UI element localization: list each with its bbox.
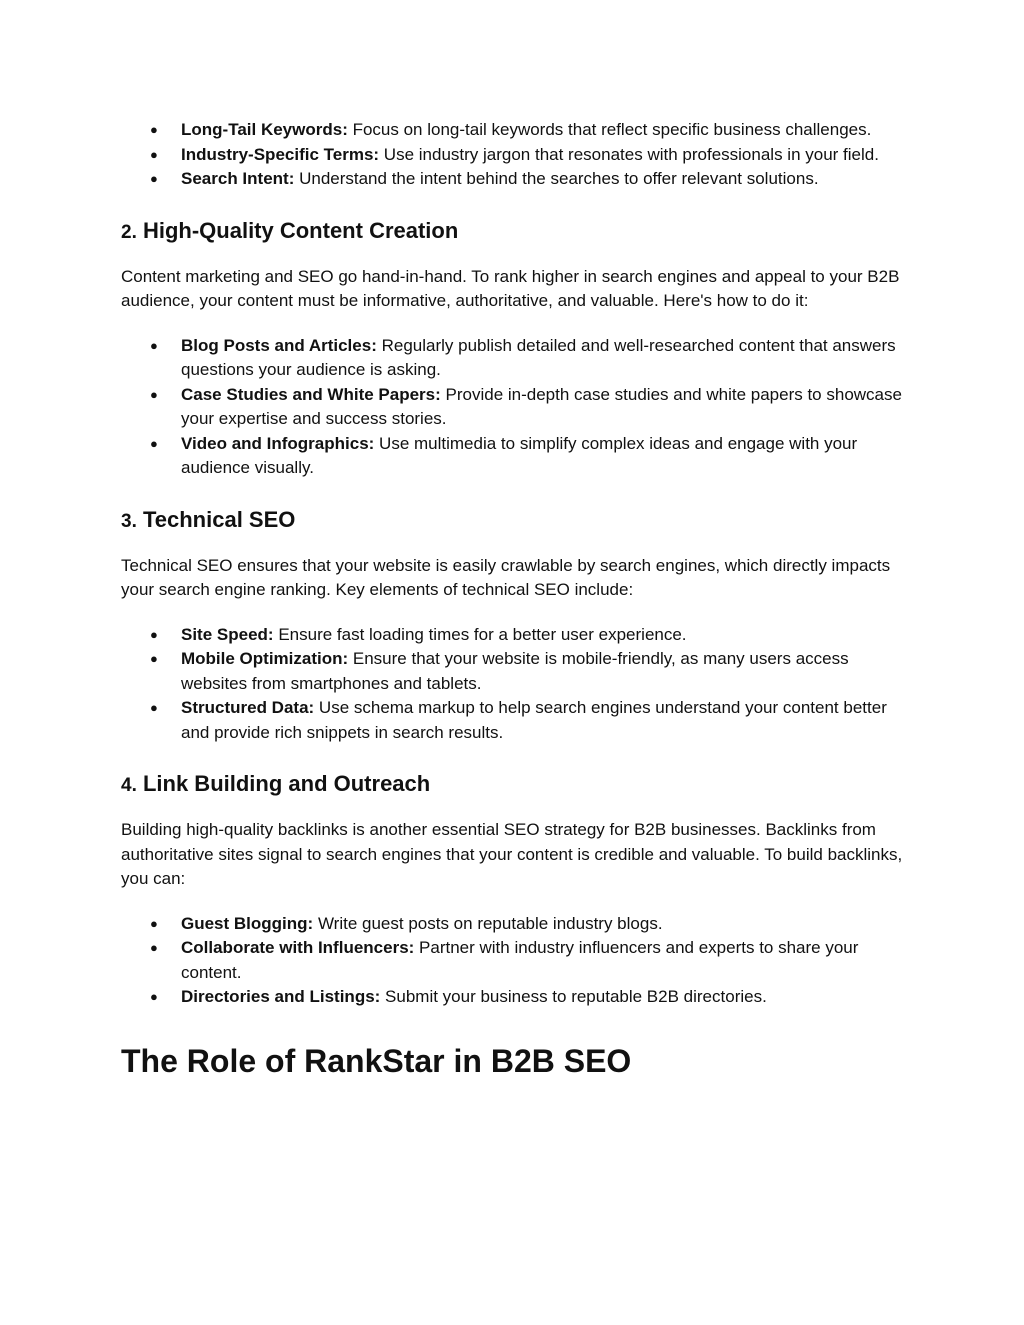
list-item: [121, 118, 911, 143]
section-paragraph: Building high-quality backlinks is another essential SEO strategy for B2B businesses. Backlinks from authoritative sites signal to search engines that your content is credible and valuable. To build backlinks, you can:: [121, 820, 903, 888]
list-item-term: Collaborate with Influencers:: [181, 938, 415, 957]
list-item: [121, 623, 911, 648]
section-number: 4.: [121, 775, 137, 796]
list-item-text: Submit your business to reputable B2B directories.: [380, 987, 767, 1006]
list-item-text: Use industry jargon that resonates with professionals in your field.: [379, 144, 879, 164]
bullet-icon: ●: [150, 651, 158, 666]
bullet-icon: ●: [150, 700, 158, 715]
list-item: [121, 334, 911, 383]
content-list: [121, 334, 911, 481]
section-paragraph: Content marketing and SEO go hand-in-hand. To rank higher in search engines and appeal to your B2B audience, your content must be informative, authoritative, and valuable. Here's how to do it:: [121, 266, 900, 310]
section-title: Technical SEO: [136, 506, 296, 532]
bullet-icon: ●: [150, 122, 158, 137]
list-item-text: Regularly publish detailed and well-researched content that answers questions your audience is asking.: [181, 335, 896, 379]
section-heading-technical-seo: [121, 506, 911, 536]
keyword-list: [121, 118, 911, 192]
list-item-term: Video and Infographics:: [181, 433, 375, 453]
section-number: 2.: [121, 221, 137, 243]
list-item: [121, 936, 911, 985]
section-paragraph: Technical SEO ensures that your website is easily crawlable by search engines, which directly impacts your search engine ranking. Key elements of technical SEO include:: [121, 555, 891, 599]
list-item-term: Industry-Specific Terms:: [181, 144, 380, 164]
bullet-icon: ●: [150, 940, 158, 955]
document-page: [121, 118, 911, 1081]
section-heading-link-building: [121, 770, 911, 800]
list-item: [121, 432, 911, 481]
list-item-term: Site Speed:: [181, 624, 274, 644]
bullet-icon: ●: [150, 337, 158, 353]
list-item-term: Search Intent:: [181, 169, 295, 188]
list-item-term: Long-Tail Keywords:: [181, 120, 348, 139]
link-building-list: [121, 912, 911, 1010]
section-title: Link Building and Outreach: [136, 771, 431, 796]
section-heading-content-creation: [121, 217, 911, 247]
bullet-icon: ●: [150, 171, 158, 186]
bullet-icon: ●: [150, 989, 158, 1004]
list-item: [121, 647, 911, 696]
bullet-icon: ●: [150, 386, 158, 402]
list-item: [121, 167, 911, 192]
list-item-text: Focus on long-tail keywords that reflect specific business challenges.: [347, 120, 872, 139]
bullet-icon: ●: [150, 435, 158, 451]
bullet-icon: ●: [150, 626, 158, 642]
list-item-text: Use schema markup to help search engines understand your content better and provide rich snippets in search results.: [181, 698, 887, 742]
list-item: [121, 985, 911, 1010]
list-item-term: Directories and Listings:: [181, 987, 381, 1006]
list-item-text: Ensure fast loading times for a better user experience.: [273, 624, 687, 644]
bullet-icon: ●: [150, 146, 158, 162]
technical-list: [121, 623, 911, 746]
bullet-icon: ●: [150, 915, 158, 931]
list-item-text: Use multimedia to simplify complex ideas and engage with your audience visually.: [181, 433, 858, 477]
final-heading: The Role of RankStar in B2B SEO: [121, 1042, 632, 1079]
section-title: High-Quality Content Creation: [136, 217, 459, 243]
list-item: [121, 696, 911, 745]
list-item: [121, 383, 911, 432]
list-item-text: Partner with industry influencers and experts to share your content.: [181, 938, 859, 982]
list-item-text: Ensure that your website is mobile-friendly, as many users access websites from smartphones and tablets.: [181, 649, 849, 693]
list-item-term: Case Studies and White Papers:: [181, 384, 441, 404]
list-item: [121, 912, 911, 937]
list-item: [121, 143, 911, 168]
list-item-text: Write guest posts on reputable industry blogs.: [313, 913, 663, 933]
section-number: 3.: [121, 510, 137, 532]
list-item-term: Guest Blogging:: [181, 913, 314, 933]
list-item-text: Understand the intent behind the searches to offer relevant solutions.: [294, 169, 819, 188]
list-item-text: Provide in-depth case studies and white papers to showcase your expertise and success stories.: [181, 384, 902, 428]
list-item-term: Blog Posts and Articles:: [181, 335, 377, 355]
list-item-term: Structured Data:: [181, 698, 315, 717]
list-item-term: Mobile Optimization:: [181, 649, 349, 668]
